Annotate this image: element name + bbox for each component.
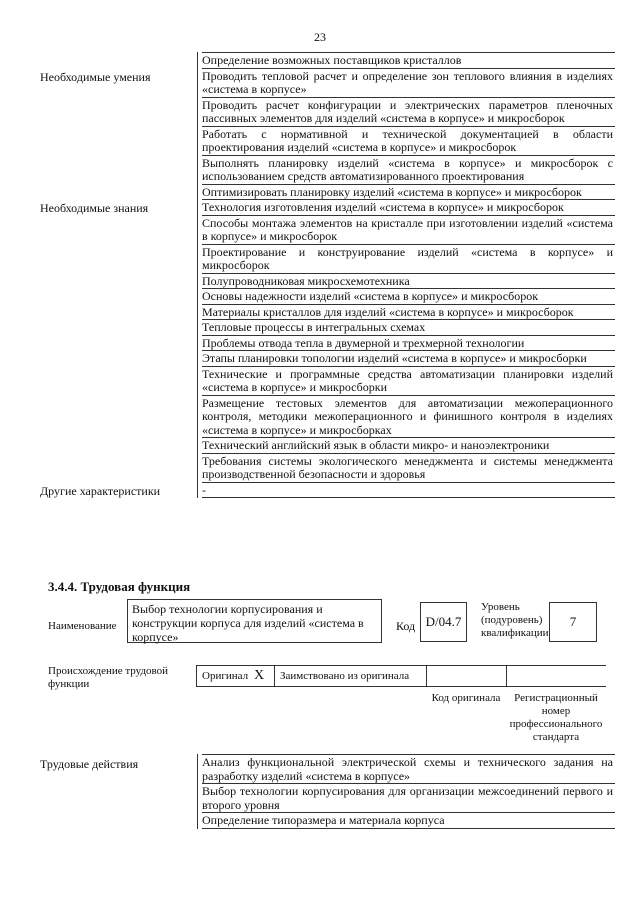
- origin-strip: [196, 665, 606, 687]
- competency-item: Проектирование и конструирование изделий «система в корпусе» и микросборок: [202, 244, 613, 272]
- code-label: Код: [396, 619, 416, 633]
- reg-number-caption: Регистрационный номер профессионального стандарта: [509, 692, 603, 743]
- competency-group: [40, 69, 615, 201]
- competency-group-items: [198, 69, 616, 201]
- competency-group: [40, 52, 615, 69]
- competency-group-label: Другие характеристики: [40, 483, 161, 498]
- competency-item: Полупроводниковая микросхемотехника: [202, 274, 615, 290]
- competency-item: Работать с нормативной и технической документацией в области проектирования изделий «система в корпусе» и микросборок: [202, 126, 613, 154]
- competency-item: Размещение тестовых элементов для автоматизации межоперационного контроля, методики межоперационного и финишного контроля в изделиях «система в корпусе» и микросборках: [202, 395, 613, 437]
- competency-item: Тепловые процессы в интегральных схемах: [202, 320, 615, 336]
- origin-mark: X: [254, 668, 265, 683]
- competency-item: Определение возможных поставщиков кристаллов: [202, 52, 615, 69]
- competency-group-items: [198, 52, 616, 69]
- competency-item: Оптимизировать планировку изделий «система в корпусе» и микросборок: [202, 185, 615, 201]
- level-label: Уровень (подуровень) квалификации: [481, 601, 549, 639]
- competency-item: Способы монтажа элементов на кристалле при изготовлении изделий «система в корпусе» и микросборок: [202, 215, 613, 243]
- competency-item: Технология изготовления изделий «система в корпусе» и микросборок: [202, 200, 615, 216]
- level-value-box: 7: [549, 602, 597, 642]
- competency-group-label: Необходимые умения: [40, 69, 151, 84]
- competency-item: Этапы планировки топологии изделий «система в корпусе» и микросборки: [202, 351, 615, 367]
- competency-group-label: [40, 52, 198, 69]
- competency-item: Проводить тепловой расчет и определение зон теплового влияния в изделиях «система в корпусе»: [202, 68, 613, 96]
- action-item: Определение типоразмера и материала корпуса: [202, 813, 615, 829]
- competency-group-items: [198, 200, 616, 483]
- competency-table: [40, 52, 615, 498]
- origin-borrowed: Заимствовано из оригинала: [274, 666, 426, 686]
- origin-reg-cell: [506, 666, 606, 686]
- competency-item: Проводить расчет конфигурации и электрических параметров пленочных пассивных элементов для изделий «система в корпусе» и микросборок: [202, 97, 613, 125]
- page-number: 23: [314, 30, 326, 44]
- competency-item: Технические и программные средства автоматизации планировки изделий «система в корпусе» и микросборки: [202, 366, 613, 394]
- origin-code-cell: [426, 666, 506, 686]
- actions-items: [198, 754, 616, 829]
- competency-item: Материалы кристаллов для изделий «система в корпусе» и микросборок: [202, 305, 615, 321]
- origin-original: Оригинал: [196, 666, 248, 686]
- competency-item: -: [202, 483, 615, 499]
- function-code-box: D/04.7: [420, 602, 467, 642]
- actions-table: [40, 754, 615, 829]
- actions-label: Трудовые действия: [40, 757, 139, 771]
- name-label: Наименование: [48, 620, 117, 632]
- section-title: 3.4.4. Трудовая функция: [48, 579, 191, 594]
- code-original-caption: Код оригинала: [431, 692, 501, 704]
- competency-group: [40, 200, 615, 483]
- competency-item: Проблемы отвода тепла в двумерной и трехмерной технологии: [202, 336, 615, 352]
- competency-item: Требования системы экологического менеджмента и системы менеджмента производственной безопасности и здоровья: [202, 453, 613, 481]
- function-name-box: Выбор технологии корпусирования и конструкции корпуса для изделий «система в корпусе»: [127, 599, 382, 643]
- competency-group-label: Необходимые знания: [40, 201, 149, 215]
- competency-item: Технический английский язык в области микро- и наноэлектроники: [202, 438, 615, 454]
- action-item: Выбор технологии корпусирования для организации межсоединений первого и второго уровня: [202, 784, 613, 812]
- competency-item: Выполнять планировку изделий «система в корпусе» и микросборок с использованием средств автоматизированного проектирования: [202, 155, 613, 183]
- competency-item: Основы надежности изделий «система в корпусе» и микросборок: [202, 289, 615, 305]
- action-item: Анализ функциональной электрической схемы и технического задания на разработку изделий «система в корпусе»: [202, 755, 613, 783]
- competency-group-items: [198, 483, 616, 499]
- competency-group: [40, 483, 615, 499]
- origin-label: Происхождение трудовой функции: [48, 665, 169, 690]
